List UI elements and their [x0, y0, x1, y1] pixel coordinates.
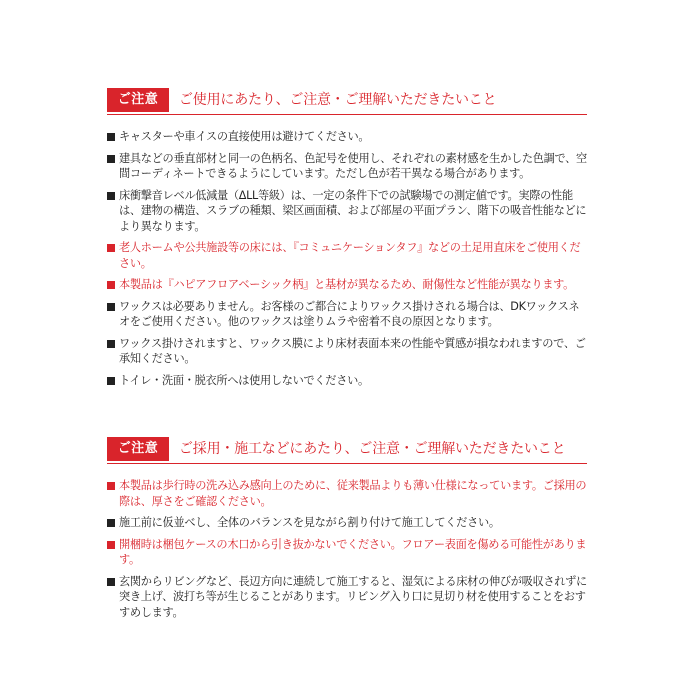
- note-item: [107, 515, 587, 531]
- note-text: 施工前に仮並べし、全体のバランスを見ながら割り付けて施工してください。: [119, 516, 500, 529]
- notice-section-installation: [107, 437, 587, 626]
- square-bullet-icon: [107, 340, 115, 348]
- square-bullet-icon: [107, 155, 115, 163]
- note-item: [107, 373, 587, 389]
- section-title: ご使用にあたり、ご注意・ご理解いただきたいこと: [179, 92, 497, 108]
- square-bullet-icon: [107, 519, 115, 527]
- note-item: [107, 188, 587, 235]
- note-item: [107, 299, 587, 330]
- square-bullet-icon: [107, 244, 115, 252]
- note-text: 本製品は歩行時の洗み込み感向上のために、従来製品よりも薄い仕様になっています。ご採用の際は、厚さをご確認ください。: [119, 479, 587, 508]
- note-text: 建具などの垂直部材と同一の色柄名、色記号を使用し、それぞれの素材感を生かした色調で、空間コーディネートできるようにしています。ただし色が若干異なる場合があります。: [119, 151, 587, 180]
- square-bullet-icon: [107, 192, 115, 200]
- note-text: 玄関からリビングなど、長辺方向に連続して施工すると、湿気による床材の伸びが吸収されずに突き上げ、波打ち等が生じることがあります。リビング入り口に見切り材を使用することをおすすめします。: [119, 574, 587, 619]
- note-item: [107, 151, 587, 182]
- section-title: ご採用・施工などにあたり、ご注意・ご理解いただきたいこと: [179, 441, 566, 457]
- note-text: 老人ホームや公共施設等の床には、『コミュニケーションタフ』などの土足用直床をご使用ください。: [119, 241, 581, 270]
- note-item-warning: [107, 240, 587, 271]
- note-text: 開梱時は梱包ケースの木口から引き抜かないでください。フロアー表面を傷める可能性があります。: [119, 537, 587, 566]
- square-bullet-icon: [107, 133, 115, 141]
- note-item-warning: [107, 277, 587, 293]
- note-item-warning: [107, 478, 587, 509]
- square-bullet-icon: [107, 541, 115, 549]
- note-text: ワックス掛けされますと、ワックス膜により床材表面本来の性能や質感が損なわれますので、ご承知ください。: [119, 336, 586, 365]
- square-bullet-icon: [107, 281, 115, 289]
- square-bullet-icon: [107, 377, 115, 385]
- note-text: 本製品は『ハピアフロアベーシック柄』と基材が異なるため、耐傷性など性能が異なります。: [119, 278, 575, 291]
- notes-list: [107, 129, 587, 388]
- note-text: キャスターや車イスの直接使用は避けてください。: [119, 130, 370, 143]
- note-item: [107, 129, 587, 145]
- note-item: [107, 574, 587, 621]
- note-text: ワックスは必要ありません。お客様のご都合によりワックス掛けされる場合は、DKワックスネオをご使用ください。他のワックスは塗りムラや密着不良の原因となります。: [119, 299, 580, 328]
- notes-list: [107, 478, 587, 620]
- square-bullet-icon: [107, 578, 115, 586]
- note-item-warning: [107, 537, 587, 568]
- square-bullet-icon: [107, 482, 115, 490]
- square-bullet-icon: [107, 303, 115, 311]
- section-header: [107, 88, 587, 115]
- notice-badge: ご注意: [107, 88, 169, 112]
- note-item: [107, 336, 587, 367]
- section-header: [107, 437, 587, 464]
- note-text: 床衝撃音レベル低減量（ΔLL等級）は、一定の条件下での試験場での測定値です。実際の性能は、建物の構造、スラブの種類、梁区画面積、および部屋の平面プラン、階下の吸音性能などにより異なります。: [119, 188, 587, 233]
- notice-badge: ご注意: [107, 437, 169, 461]
- note-text: トイレ・洗面・脱衣所へは使用しないでください。: [119, 373, 369, 387]
- notice-section-usage: [107, 88, 587, 394]
